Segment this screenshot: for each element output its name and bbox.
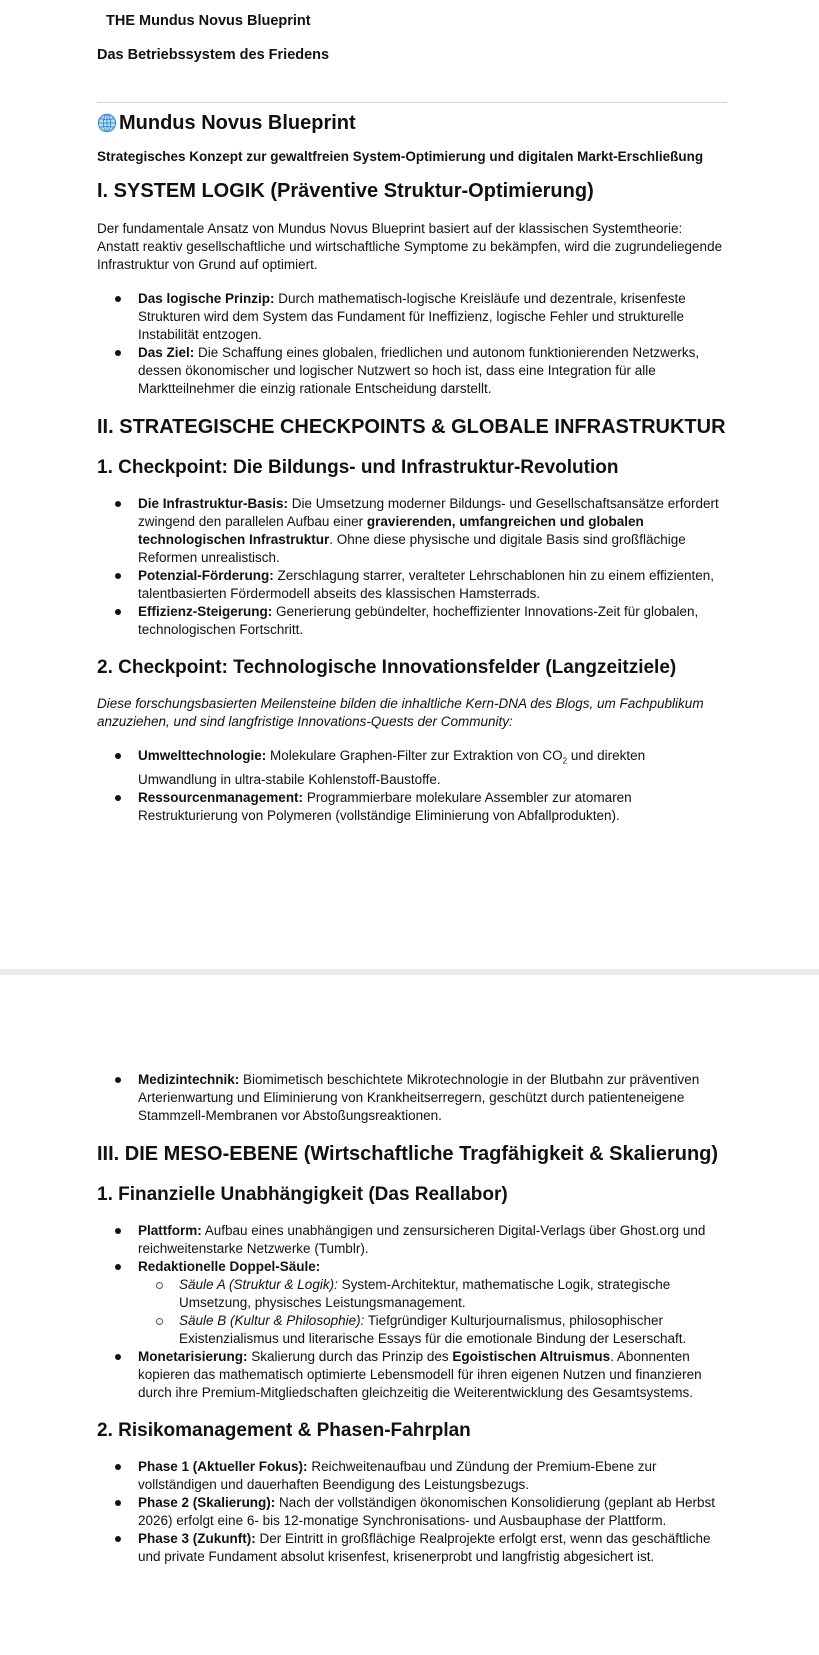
list-item-text: Reichweitenaufbau und Zündung der Premium-Ebene zur vollständigen und dauerhaften Beendigung des Leistungsbezugs.	[138, 1459, 657, 1492]
section-3-heading: III. DIE MESO-EBENE (Wirtschaftliche Tragfähigkeit & Skalierung)	[97, 1143, 719, 1165]
list-item-label: Redaktionelle Doppel-Säule:	[138, 1259, 321, 1274]
list-item-label: Phase 1 (Aktueller Fokus):	[138, 1459, 308, 1474]
checkpoint-2-list	[138, 747, 727, 825]
section-1-heading: I. SYSTEM LOGIK (Präventive Struktur-Optimierung)	[97, 180, 594, 202]
list-item	[138, 290, 727, 344]
list-item	[138, 1458, 727, 1494]
document-subheader: Das Betriebssystem des Friedens	[97, 47, 330, 63]
list-item-text: Aufbau eines unabhängigen und zensursicheren Digital-Verlags über Ghost.org und reichweitenstarke Netzwerke (Tumblr).	[138, 1223, 706, 1256]
list-item-text: Tiefgründiger Kulturjournalismus, philosophischer Existenzialismus und literarische Essays für die emotionale Bindung der Leserschaft.	[179, 1313, 687, 1346]
section-1-list	[138, 290, 727, 398]
list-item-text: Zerschlagung starrer, veralteter Lehrschablonen hin zu einem effizienten, talentbasierten Fördermodell abseits des klassischen Hamsterrads.	[138, 568, 715, 601]
list-item-label: Effizienz-Steigerung:	[138, 604, 273, 619]
section-1-paragraph: Der fundamentale Ansatz von Mundus Novus Blueprint basiert auf der klassischen Systemtheorie: Anstatt reaktiv gesellschaftliche und wirtschaftliche Symptome zu bekämpfen, wird die zugrundeliegende Infrastruktur von Grund auf optimiert.	[97, 221, 723, 272]
checkpoint-1-list	[138, 495, 727, 639]
section-3-sub-2-heading: 2. Risikomanagement & Phasen-Fahrplan	[97, 1420, 471, 1441]
section-2-heading: II. STRATEGISCHE CHECKPOINTS & GLOBALE INFRASTRUKTUR	[97, 416, 726, 438]
section-3-sub-2-list	[138, 1458, 727, 1566]
list-item-text: Programmierbare molekulare Assembler zur atomaren Restrukturierung von Polymeren (vollständige Eliminierung von Abfallprodukten).	[138, 789, 632, 823]
list-item	[138, 1222, 727, 1258]
nested-list-item	[179, 1276, 727, 1312]
document-body-page-2	[97, 1071, 727, 1583]
list-item-emphasis: gravierenden, umfangreichen und globalen technologischen Infrastruktur	[138, 514, 644, 547]
section-3-sub-1-heading: 1. Finanzielle Unabhängigkeit (Das Reallabor)	[97, 1184, 508, 1205]
checkpoint-2-list-continued	[138, 1071, 727, 1125]
document-header: THE Mundus Novus Blueprint	[106, 13, 311, 29]
list-item-text: Die Umsetzung moderner Bildungs- und Gesellschaftsansätze erfordert zwingend den parallelen Aufbau einer	[138, 496, 719, 529]
list-item-label: Phase 3 (Zukunft):	[138, 1531, 256, 1546]
subscript: 2	[562, 756, 568, 766]
intro-tagline: Strategisches Konzept zur gewaltfreien System-Optimierung und digitalen Markt-Erschließung	[97, 149, 704, 164]
document-page-2	[0, 975, 819, 1655]
list-item	[138, 1071, 727, 1125]
globe-icon	[97, 113, 117, 133]
list-item-label: Die Infrastruktur-Basis:	[138, 496, 289, 511]
list-item	[138, 603, 727, 639]
list-item-label: Säule B (Kultur & Philosophie):	[179, 1313, 365, 1328]
intro-title	[97, 110, 727, 136]
list-item-text: . Ohne diese physische und digitale Basis sind großflächige Reformen unrealistisch.	[138, 532, 686, 565]
list-item	[138, 495, 727, 567]
checkpoint-2-intro: Diese forschungsbasierten Meilensteine bilden die inhaltliche Kern-DNA des Blogs, um Fachpublikum anzuziehen, und sind langfristige Innovations-Quests der Community:	[97, 696, 704, 729]
list-item	[138, 789, 727, 825]
list-item-text: Die Schaffung eines globalen, friedlichen und autonom funktionierenden Netzwerks, dessen ökonomischer und logischer Nutzwert so hoch ist, dass eine Integration für alle Marktteilnehmer die einzig rationale Entscheidung darstellt.	[138, 345, 700, 396]
list-item-text: Nach der vollständigen ökonomischen Konsolidierung (geplant ab Herbst 2026) erfolgt eine 6- bis 12-monatige Synchronisations- und Ausbauphase der Plattform.	[138, 1495, 716, 1528]
intro-title-text: Mundus Novus Blueprint	[119, 112, 356, 134]
list-item-text: Molekulare Graphen-Filter zur Extraktion von CO	[266, 748, 563, 763]
list-item-text: Skalierung durch das Prinzip des	[247, 1349, 453, 1364]
section-3-sub-1-list	[138, 1222, 727, 1402]
list-item-text: und direkten Umwandlung in ultra-stabile Kohlenstoff-Baustoffe.	[138, 748, 646, 787]
list-item-text: . Abonnenten kopieren das mathematisch optimierte Lebensmodell für ihren eigenen Nutzen und finanzieren durch ihre Premium-Mitgliedschaften gleichzeitig die Weiterentwicklung des Gesamtsystems.	[138, 1349, 702, 1400]
list-item-text: Der Eintritt in großflächige Realprojekte erfolgt erst, wenn das geschäftliche und private Fundament absolut krisenfest, krisenerprobt und langfristig abgesichert ist.	[138, 1531, 711, 1564]
horizontal-divider	[97, 102, 727, 103]
list-item	[138, 1348, 727, 1402]
nested-list	[179, 1276, 727, 1348]
list-item	[138, 1530, 727, 1566]
document-body-page-1	[97, 110, 727, 842]
list-item-label: Potenzial-Förderung:	[138, 568, 274, 583]
list-item	[138, 1494, 727, 1530]
list-item-label: Säule A (Struktur & Logik):	[179, 1277, 338, 1292]
checkpoint-2-heading: 2. Checkpoint: Technologische Innovationsfelder (Langzeitziele)	[97, 657, 677, 678]
list-item-label: Umwelttechnologie:	[138, 748, 267, 763]
list-item-label: Phase 2 (Skalierung):	[138, 1495, 276, 1510]
list-item-text: System-Architektur, mathematische Logik, strategische Umsetzung, physisches Leistungsmanagement.	[179, 1277, 671, 1310]
list-item-label: Das logische Prinzip:	[138, 291, 275, 306]
list-item-label: Plattform:	[138, 1223, 202, 1238]
list-item-label: Medizintechnik:	[138, 1072, 240, 1087]
list-item	[138, 1258, 727, 1348]
list-item-emphasis: Egoistischen Altruismus	[452, 1349, 611, 1364]
checkpoint-1-heading: 1. Checkpoint: Die Bildungs- und Infrastruktur-Revolution	[97, 457, 619, 478]
list-item-label: Monetarisierung:	[138, 1349, 248, 1364]
list-item-label: Ressourcenmanagement:	[138, 789, 304, 805]
list-item	[138, 567, 727, 603]
list-item-text: Durch mathematisch-logische Kreisläufe und dezentrale, krisenfeste Strukturen wird dem System das Fundament für Ineffizienz, logische Fehler und strukturelle Instabilität entzogen.	[138, 291, 686, 342]
list-item-label: Das Ziel:	[138, 345, 195, 360]
list-item	[138, 344, 727, 398]
list-item-text: Biomimetisch beschichtete Mikrotechnologie in der Blutbahn zur präventiven Arterienwartung und Eliminierung von Krankheitserregern, geschützt durch patienteneigene Stammzell-Membranen vor Abstoßungsreaktionen.	[138, 1072, 700, 1123]
list-item	[138, 747, 727, 789]
list-item-text: Generierung gebündelter, hocheffizienter Innovations-Zeit für globalen, technologischen Fortschritt.	[138, 604, 699, 637]
nested-list-item	[179, 1312, 727, 1348]
